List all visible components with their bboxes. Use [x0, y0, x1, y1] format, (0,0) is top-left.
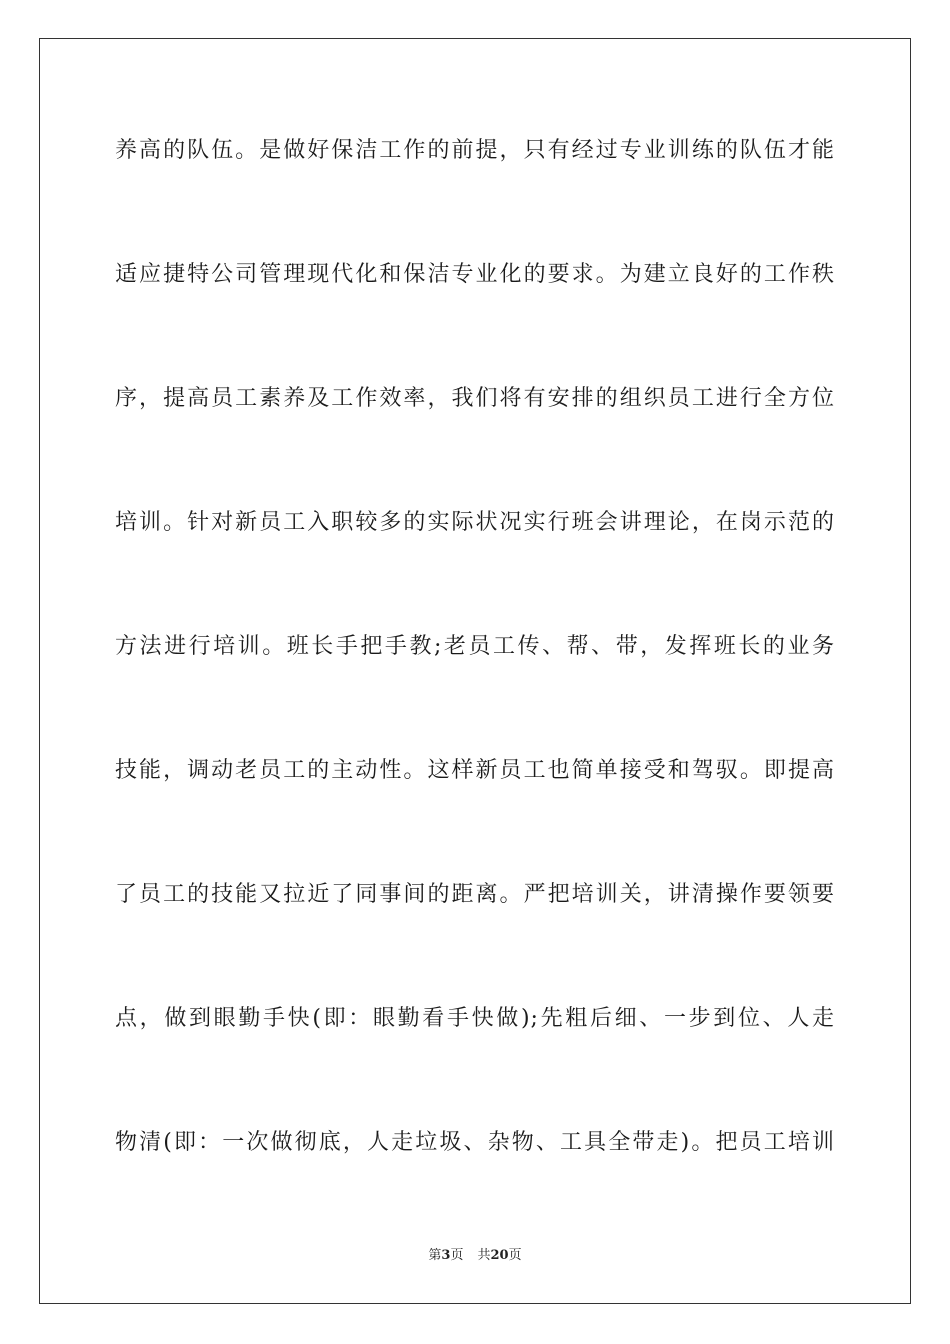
body-text-line-3: 序，提高员工素养及工作效率，我们将有安排的组织员工进行全方位 — [115, 386, 835, 411]
page-number: 3 — [441, 1248, 451, 1263]
page-suffix: 页 — [450, 1248, 464, 1263]
page-prefix: 第 — [428, 1248, 442, 1263]
page-border — [39, 38, 911, 1304]
body-text-line-8: 点，做到眼勤手快(即：眼勤看手快做);先粗后细、一步到位、人走 — [115, 1006, 835, 1031]
body-text-line-5: 方法进行培训。班长手把手教;老员工传、帮、带，发挥班长的业务 — [115, 634, 835, 659]
total-suffix: 页 — [508, 1248, 522, 1263]
body-text-line-7: 了员工的技能又拉近了同事间的距离。严把培训关，讲清操作要领要 — [115, 882, 835, 907]
body-text-line-6: 技能，调动老员工的主动性。这样新员工也简单接受和驾驭。即提高 — [115, 758, 835, 783]
body-text-line-4: 培训。针对新员工入职较多的实际状况实行班会讲理论，在岗示范的 — [115, 510, 835, 535]
total-prefix: 共 — [477, 1248, 491, 1263]
total-pages: 20 — [490, 1248, 509, 1263]
body-text-line-1: 养高的队伍。是做好保洁工作的前提，只有经过专业训练的队伍才能 — [115, 138, 835, 163]
page-footer — [0, 1247, 950, 1265]
body-text-line-2: 适应捷特公司管理现代化和保洁专业化的要求。为建立良好的工作秩 — [115, 262, 835, 287]
body-text-line-9: 物清(即：一次做彻底，人走垃圾、杂物、工具全带走)。把员工培训 — [115, 1130, 835, 1155]
